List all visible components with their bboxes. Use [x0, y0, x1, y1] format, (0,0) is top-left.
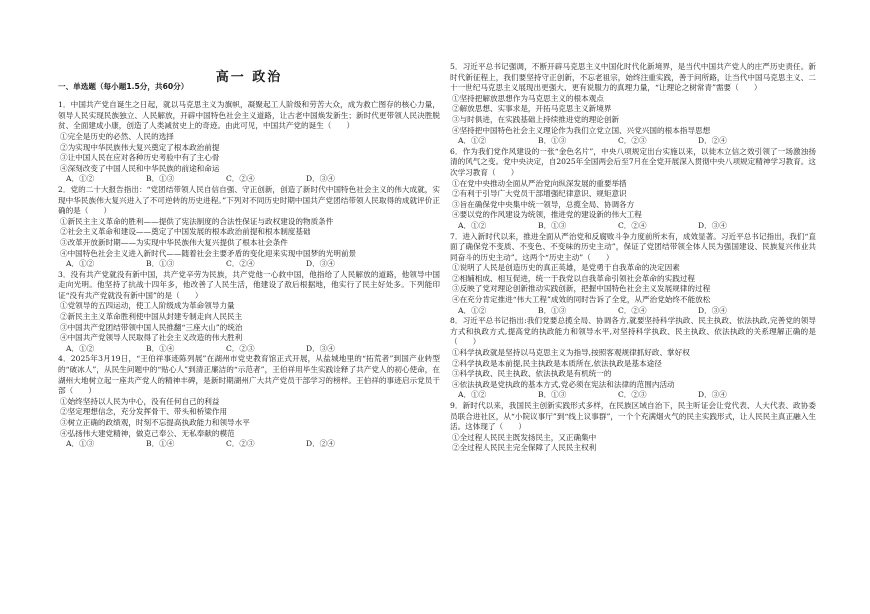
question-option: ④依法执政是党执政的基本方式,党必须在宪法和法律的范围内活动: [452, 379, 675, 389]
answer-choice[interactable]: A．①②: [458, 136, 487, 146]
answer-choice[interactable]: A．①②: [458, 390, 487, 400]
answer-choices: [450, 136, 816, 147]
question-option: ③科学执政、民主执政、依法执政是有机统一的: [452, 369, 612, 379]
answer-choice[interactable]: A．①②: [66, 343, 95, 353]
answer-choices: [58, 439, 440, 450]
answer-choice[interactable]: D．③④: [698, 390, 727, 400]
question-option: ②坚定理想信念，充分发挥骨干、带头和桥梁作用: [60, 407, 228, 417]
answer-choice[interactable]: C．②④: [226, 259, 255, 269]
answer-choice[interactable]: C．②④: [618, 305, 647, 315]
question-option: ②解放思想、实事求是，开拓马克思主义新境界: [452, 104, 612, 114]
question-stem: 6．作为我们党作风建设的一张“金色名片”，中央八项规定出台实施以来，以徙木立信之效引领了一场激浊扬清的风气之变。党中央决定，自2025年全国两会后至7月在全党开展深入贯彻中央八项规定精神学习教育。这次学习教育（ ）: [450, 146, 816, 177]
answer-choice[interactable]: B．①③: [538, 136, 567, 146]
question-option: ③树立正确的政绩观，时刻不忘提高执政能力和领导水平: [60, 418, 250, 427]
question-option: ①党领导的五四运动，使工人阶级成为革命领导力量: [60, 301, 235, 311]
answer-choice[interactable]: C．②③: [226, 439, 255, 449]
answer-choice[interactable]: B．①③: [146, 259, 175, 269]
question-option: ④要以党的作风建设为统领，推进党的建设新的伟大工程: [452, 210, 642, 220]
question-option: ②社会主义革命和建设——奠定了中国发展的根本政治前提和根本制度基础: [60, 227, 311, 237]
question-item: [450, 62, 816, 147]
question-stem: 4．2025年3月19日，“王伯祥事迹陈列展”在湖州市党史教育馆正式开展，从盐城地里的“拓荒者”到国产业转型的“破冰人”，从民生问题中的“贴心人”到清正廉洁的“示范者”，王伯祥用毕生实践诠释了共产党人的初心使命，在湖州大地树立起一座共产党人的精神丰碑，是新时期湖州广大共产党员干部学习的榜样。王伯祥的事迹启示党员干部（ ）: [58, 354, 440, 396]
question-item: [450, 401, 816, 454]
question-stem: 3．没有共产党就没有新中国，共产党辛劳为民族，共产党他一心救中国，他指给了人民解放的道路，他领导中国走向光明。他坚持了抗战十四年多，他改善了人民生活，他建设了敌后根据地，他实行了民主好处多。下列能印证“没有共产党就没有新中国”的是（ ）: [58, 269, 440, 300]
answer-choice[interactable]: D．③④: [698, 220, 727, 230]
question-option: ①在党中央推动全面从严治党向纵深发展的重要举措: [452, 178, 627, 188]
answer-choice[interactable]: A．①②: [458, 305, 487, 315]
question-stem: 7．进入新时代以来，推进全面从严治党和反腐败斗争力度前所未有，成效显著。习近平总书记指出，我们“直面了确保党不变质、不变色、不变味的历史主动”，保证了党团结带领全体人民为强国建设、民族复兴伟业共同奋斗的历史主动”。这两个“历史主动”（ ）: [450, 231, 816, 262]
question-stem: 2．党的二十大报告指出：“党团结带领人民自信自强、守正创新，创造了新时代中国特色社会主义的伟大成就，实现中华民族伟大复兴进入了不可逆转的历史进程。”下列对不同历史时期中国共产党团结带领人民取得的成就评价正确的是（ ）: [58, 184, 440, 216]
answer-choices: [450, 306, 816, 317]
question-option: ③让中国人民在应对各种历史考验中有了主心骨: [60, 153, 220, 163]
question-option: ①完全是历史的必然、人民的选择: [60, 131, 174, 141]
left-question-list: [58, 82, 440, 450]
answer-choice[interactable]: D．③④: [306, 259, 335, 269]
answer-choice[interactable]: C．②③: [226, 343, 255, 353]
question-option: ①新民主主义革命的胜利——提供了宪法制度的合法性保证与政权建设的物质条件: [60, 216, 334, 226]
question-option: ③旨在确保党中央集中统一领导，总揽全局、协调各方: [452, 199, 635, 209]
answer-choice[interactable]: B．①④: [146, 439, 175, 449]
answer-choice[interactable]: B．①③: [538, 220, 567, 230]
question-option: ③反映了党对理论创新推动实践创新，把握中国特色社会主义发展规律的过程: [452, 284, 711, 294]
answer-choices: [58, 174, 440, 185]
question-option: ④深刻改变了中国人民和中华民族的前途和命运: [60, 163, 220, 173]
question-stem: 1．中国共产党自诞生之日起，就以马克思主义为旗帜，凝聚起工人阶级和劳苦大众，成为救亡图存的核心力量，领导人民实现民族独立、人民解放，开辟中国特色社会主义道路，让古老中国焕发新生；新时代更带领人民决胜脱贫、全面建成小康，创造了人类减贫史上的奇迹。由此可见，中国共产党的诞生（ ）: [58, 100, 440, 131]
answer-choices: [58, 344, 440, 355]
answer-choice[interactable]: A．①②: [458, 220, 487, 230]
answer-choice[interactable]: A．①②: [66, 174, 95, 184]
question-option: ②新民主主义革命胜利使中国从封建专制走向人民民主: [60, 312, 243, 322]
question-option: ④弘扬伟大建党精神，做克己奉公、无私奉献的模范: [60, 428, 235, 438]
question-option: ①坚持把解放思想作为马克思主义的根本观点: [452, 93, 604, 103]
question-option: ②相辅相成、相互促进，统一于我党以自我革命引领社会革命的实践过程: [452, 273, 695, 283]
answer-choice[interactable]: D．③④: [306, 343, 335, 353]
question-stem: 9．新时代以来，我国民主创新实践形式多样，在民族区域自治下，民主听证会让党代表、人大代表、政协委员联合进社区，从“小院议事厅”到“线上议事群”，一个个充满烟火气的民主实践形式，让人民民主真正融入生活。这体现了（ ）: [450, 401, 816, 432]
question-stem: 5．习近平总书记强调，不断开辟马克思主义中国化时代化新境界，是当代中国共产党人的庄严历史责任。新时代新征程上，我们要坚持守正创新，不忘老祖宗，始终注重实践，善于问所路，让当代中国马克思主义、二十一世纪马克思主义展现出更强大、更有说服力的真理力量，“让理论之树常青”需要（ ）: [450, 62, 816, 93]
question-option: ③改革开放新时期——为实现中华民族伟大复兴提供了根本社会条件: [60, 237, 288, 247]
question-item: [450, 316, 816, 401]
question-item: [58, 100, 440, 185]
answer-choice[interactable]: D．②④: [306, 439, 335, 449]
answer-choice[interactable]: D．②④: [698, 136, 727, 146]
question-item: [450, 232, 816, 317]
question-option: ①全过程人民民主既发扬民主，又正确集中: [452, 432, 597, 442]
question-option: ①始终坚持以人民为中心，没有任何自己的利益: [60, 396, 220, 406]
question-option: ②科学执政是本前提,民主执政是本质所在,依法执政是基本途径: [452, 358, 662, 368]
answer-choice[interactable]: B．①③: [146, 174, 175, 184]
answer-choice[interactable]: D．③④: [698, 305, 727, 315]
page-title: 高一 政治: [215, 70, 283, 85]
question-option: ④坚持把中国特色社会主义理论作为我们立党立国、兴党兴国的根本指导思想: [452, 125, 711, 135]
answer-choice[interactable]: D．③④: [306, 174, 335, 184]
question-item: [58, 270, 440, 355]
question-item: [58, 354, 440, 449]
question-option: ④在充分肯定推进“伟大工程”成效的同时告诉了全党，从严治党始终不能放松: [452, 295, 711, 305]
answer-choices: [450, 221, 816, 232]
question-option: ②为实现中华民族伟大复兴奠定了根本政治前提: [60, 142, 220, 152]
section-heading: 一、单选题（每小题1.5分，共60分）: [58, 82, 189, 91]
answer-choice[interactable]: B．①④: [146, 343, 175, 353]
question-option: ①科学执政就是坚持以马克思主义为指导,按照客观规律抓好政、掌好权: [452, 348, 690, 358]
answer-choice[interactable]: C．②③: [618, 390, 647, 400]
answer-choice[interactable]: B．①③: [538, 390, 567, 400]
question-option: ③中国共产党团结带领中国人民推翻“三座大山”的统治: [60, 322, 243, 332]
question-option: ③与时俱进，在实践基础上持续推进党的理论创新: [452, 114, 620, 124]
answer-choices: [450, 390, 816, 401]
question-option: ④中国共产党领导人民取得了社会主义改造的伟大胜利: [60, 333, 243, 343]
answer-choice[interactable]: A．①③: [66, 439, 95, 449]
question-item: [450, 147, 816, 232]
answer-choice[interactable]: C．②③: [618, 136, 647, 146]
answer-choice[interactable]: C．②④: [618, 220, 647, 230]
answer-choice[interactable]: A．①②: [66, 259, 95, 269]
answer-choice[interactable]: B．①③: [538, 305, 567, 315]
question-stem: 8．习近平总书记指出:我们党要总揽全局、协调各方,就要坚持科学执政、民主执政、依法执政,完善党的领导方式和执政方式,提高党的执政能力和领导水平,对坚持科学执政、民主执政、依法执政的关系理解正确的是（ ）: [450, 316, 816, 347]
answer-choices: [58, 259, 440, 270]
question-option: ②全过程人民民主完全保障了人民民主权利: [452, 443, 597, 453]
question-item: [58, 185, 440, 270]
answer-choice[interactable]: C．②④: [226, 174, 255, 184]
question-option: ②有利于引导广大党员干部增强纪律意识、规矩意识: [452, 189, 627, 199]
question-option: ④中国特色社会主义进入新时代——随着社会主要矛盾的变化迎来实现中国梦的光明前景: [60, 248, 357, 258]
question-option: ①说明了人民是创造历史的真正英雄，是党勇于自我革命的决定因素: [452, 263, 680, 273]
right-column: [450, 62, 816, 454]
